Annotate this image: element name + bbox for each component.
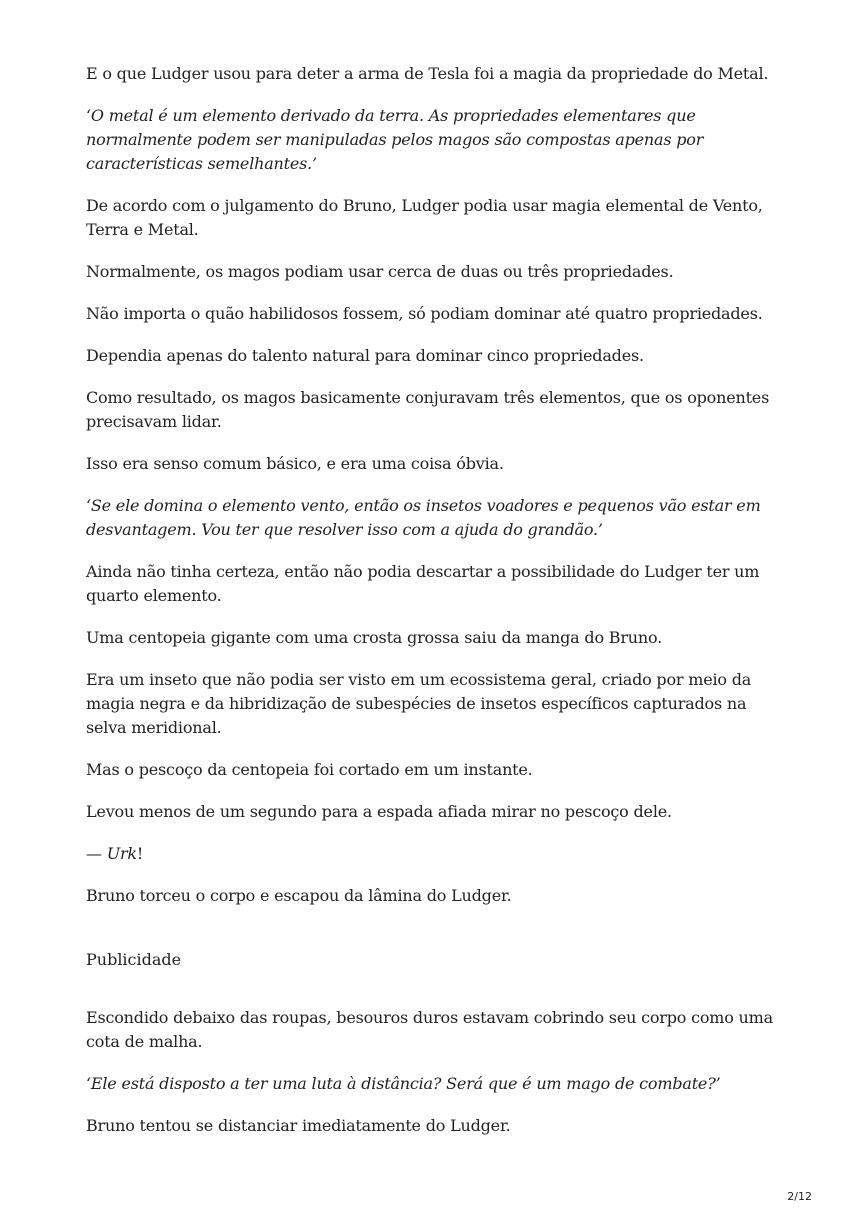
- paragraph-3: De acordo com o julgamento do Bruno, Ludger podia usar magia elemental de Vento, Terra e Metal.: [86, 196, 763, 239]
- paragraph-8: Isso era senso comum básico, e era uma coisa óbvia.: [86, 454, 504, 473]
- exclamation-punct: !: [136, 844, 144, 863]
- paragraph-after-ad-3: Bruno tentou se distanciar imediatamente do Ludger.: [86, 1116, 511, 1135]
- paragraph-after-ad-1: Escondido debaixo das roupas, besouros duros estavam cobrindo seu corpo como uma cota de malha.: [86, 1008, 773, 1051]
- paragraph-6: Dependia apenas do talento natural para dominar cinco propriedades.: [86, 346, 644, 365]
- paragraph-after-ad-2-thought: ‘Ele está disposto a ter uma luta à distância? Será que é um mago de combate?’: [86, 1074, 721, 1093]
- document-page: [86, 62, 786, 1156]
- paragraph-1: E o que Ludger usou para deter a arma de Tesla foi a magia da propriedade do Metal.: [86, 64, 769, 83]
- paragraph-10: Ainda não tinha certeza, então não podia descartar a possibilidade do Ludger ter um quarto elemento.: [86, 562, 760, 605]
- paragraph-after-exclamation: Bruno torceu o corpo e escapou da lâmina do Ludger.: [86, 886, 512, 905]
- paragraph-2-thought: ‘O metal é um elemento derivado da terra. As propriedades elementares que normalmente podem ser manipuladas pelos magos são compostas apenas por características semelhantes.’: [86, 106, 704, 173]
- paragraph-9-thought: ‘Se ele domina o elemento vento, então os insetos voadores e pequenos vão estar em desvantagem. Vou ter que resolver isso com a ajuda do grandão.’: [86, 496, 761, 539]
- paragraph-5: Não importa o quão habilidosos fossem, só podiam dominar até quatro propriedades.: [86, 304, 763, 323]
- advertisement-label: Publicidade: [86, 950, 182, 969]
- page-number: 2/12: [787, 1190, 812, 1203]
- paragraph-4: Normalmente, os magos podiam usar cerca de duas ou três propriedades.: [86, 262, 674, 281]
- paragraph-13: Mas o pescoço da centopeia foi cortado em um instante.: [86, 760, 533, 779]
- exclamation-line: [86, 842, 786, 866]
- exclamation-word: Urk: [106, 844, 137, 863]
- exclamation-dash: —: [86, 844, 107, 863]
- paragraph-7: Como resultado, os magos basicamente conjuravam três elementos, que os oponentes precisavam lidar.: [86, 388, 770, 431]
- paragraph-12: Era um inseto que não podia ser visto em um ecossistema geral, criado por meio da magia negra e da hibridização de subespécies de insetos específicos capturados na selva meridional.: [86, 670, 752, 737]
- paragraph-11: Uma centopeia gigante com uma crosta grossa saiu da manga do Bruno.: [86, 628, 663, 647]
- paragraph-14: Levou menos de um segundo para a espada afiada mirar no pescoço dele.: [86, 802, 672, 821]
